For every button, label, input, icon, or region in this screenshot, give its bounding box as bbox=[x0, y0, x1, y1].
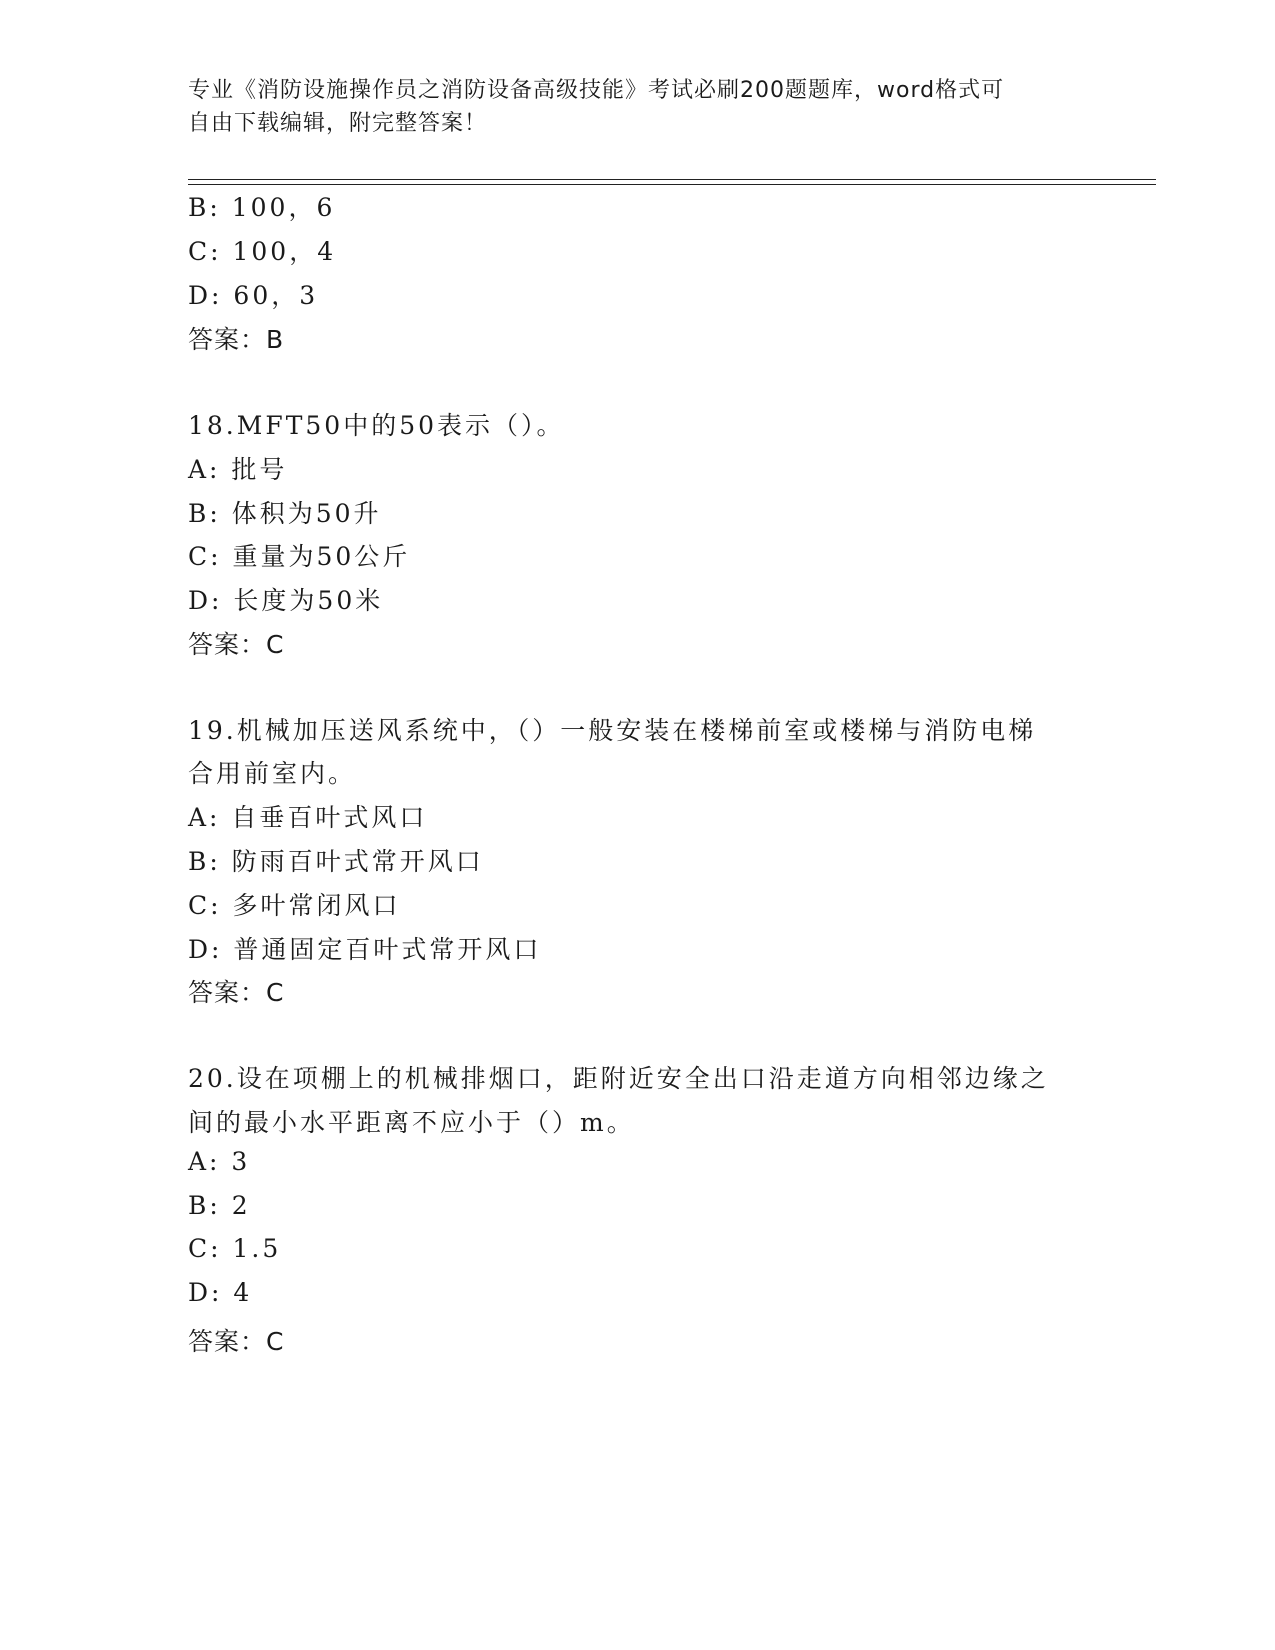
question-stem: 20.设在项棚上的机械排烟口，距附近安全出口沿走道方向相邻边缘之 bbox=[188, 1064, 1049, 1093]
option-a: A: 批号 bbox=[188, 455, 288, 484]
header-line-1: 专业《消防设施操作员之消防设备高级技能》考试必刷200题题库，word格式可 bbox=[188, 78, 1005, 103]
document-header bbox=[188, 74, 1068, 140]
option-a: A: 自垂百叶式风口 bbox=[188, 803, 428, 832]
option-c: C: 多叶常闭风口 bbox=[188, 891, 401, 920]
question-stem-continued: 间的最小水平距离不应小于（）m。 bbox=[188, 1108, 635, 1137]
option-b: B: 2 bbox=[188, 1191, 251, 1220]
answer-line: 答案：B bbox=[188, 325, 285, 354]
option-d: D: 60，3 bbox=[188, 281, 319, 310]
option-c: C: 1.5 bbox=[188, 1234, 282, 1263]
option-b: B: 防雨百叶式常开风口 bbox=[188, 847, 484, 876]
header-line-2: 自由下载编辑，附完整答案！ bbox=[188, 111, 488, 136]
question-stem: 18.MFT50中的50表示（）。 bbox=[188, 411, 565, 440]
option-c: C: 重量为50公斤 bbox=[188, 542, 411, 571]
question-stem: 19.机械加压送风系统中，（）一般安装在楼梯前室或楼梯与消防电梯 bbox=[188, 716, 1037, 745]
option-b: B: 100，6 bbox=[188, 193, 336, 222]
header-divider bbox=[188, 184, 1156, 185]
option-d: D: 普通固定百叶式常开风口 bbox=[188, 935, 542, 964]
option-d: D: 4 bbox=[188, 1278, 253, 1307]
answer-line: 答案：C bbox=[188, 630, 285, 659]
option-b: B: 体积为50升 bbox=[188, 499, 382, 528]
header-divider bbox=[188, 179, 1156, 180]
option-d: D: 长度为50米 bbox=[188, 586, 384, 615]
option-c: C: 100，4 bbox=[188, 237, 337, 266]
answer-line: 答案：C bbox=[188, 978, 285, 1007]
answer-line: 答案：C bbox=[188, 1327, 285, 1356]
option-a: A: 3 bbox=[188, 1147, 251, 1176]
question-stem-continued: 合用前室内。 bbox=[188, 759, 357, 788]
